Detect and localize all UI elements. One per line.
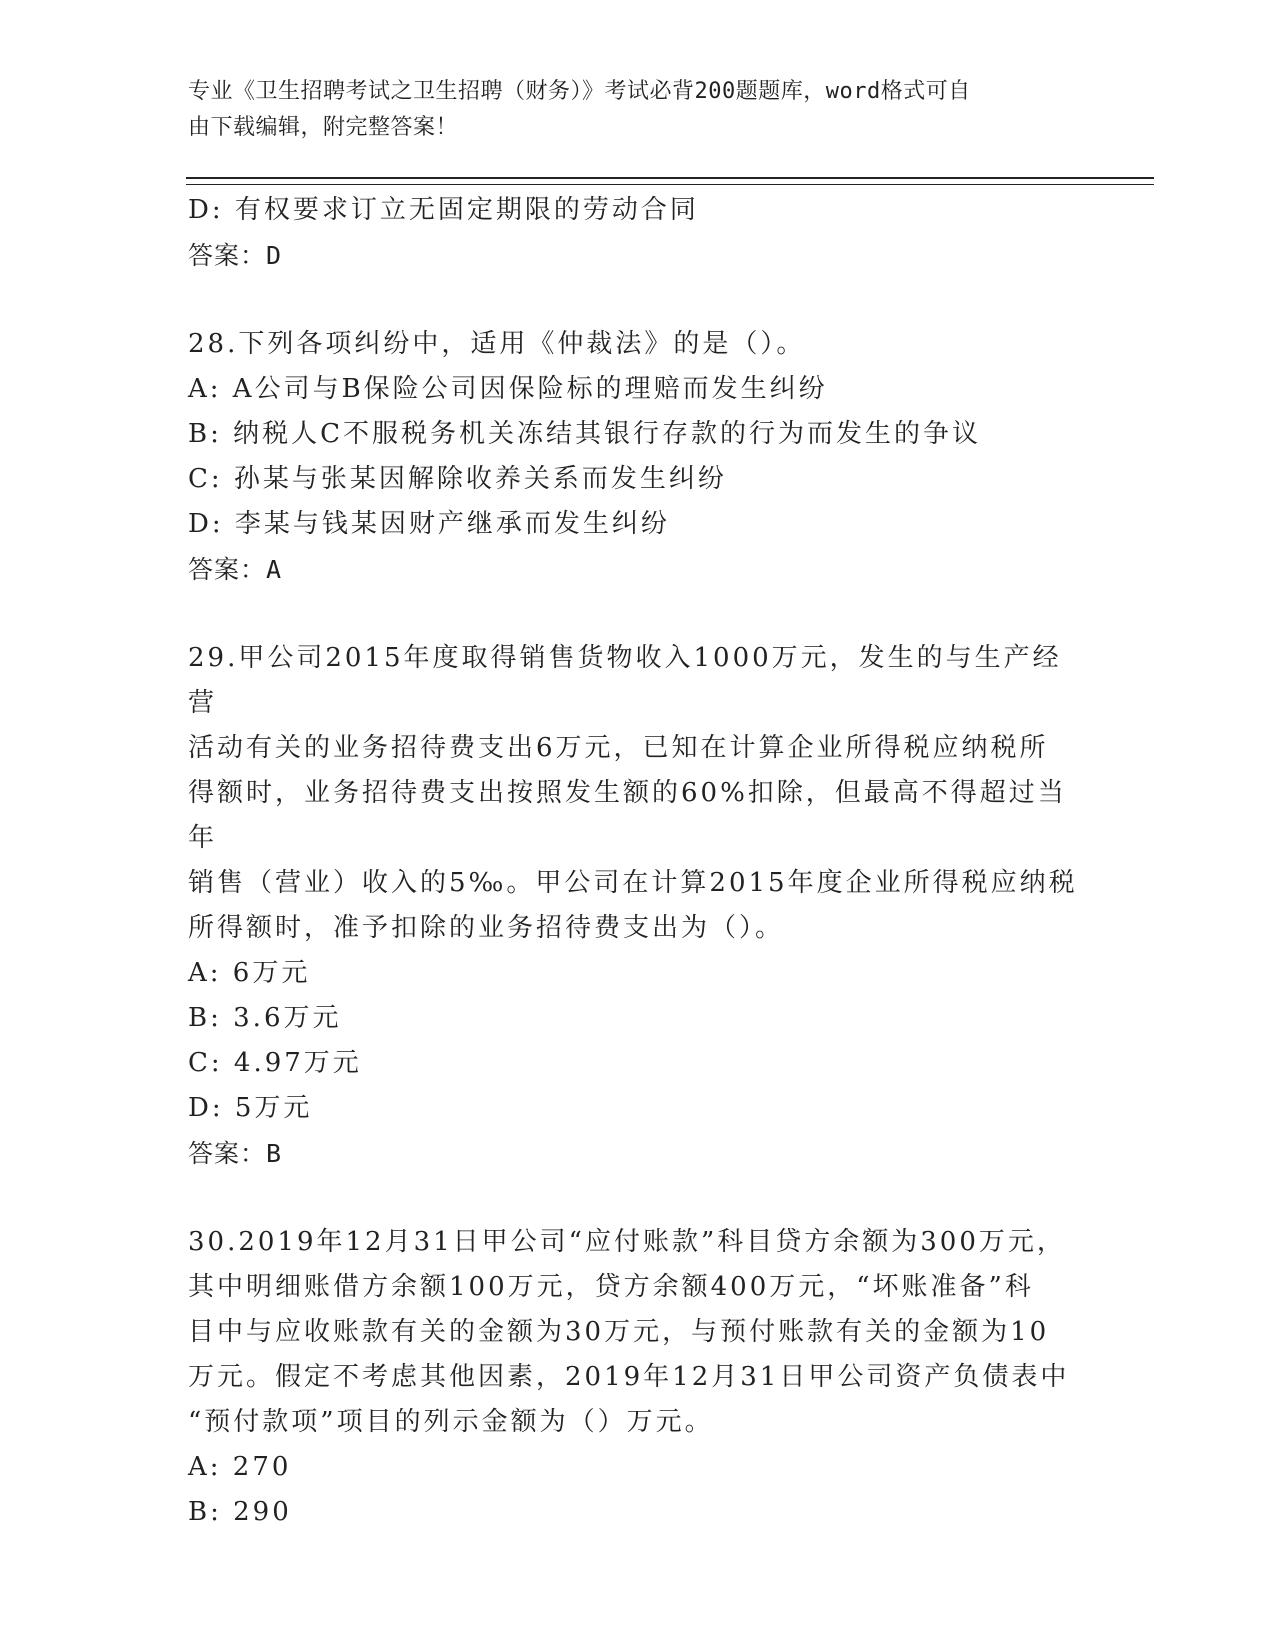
question-30 [188,1220,1088,1535]
question-stem-line: 得额时，业务招待费支出按照发生额的60%扣除，但最高不得超过当年 [188,778,1067,853]
question-stem: 28.下列各项纠纷中，适用《仲裁法》的是（）。 [188,329,806,359]
question-stem-line: 29.甲公司2015年度取得销售货物收入1000万元，发生的与生产经营 [188,643,1062,718]
question-stem-line: 万元。假定不考虑其他因素，2019年12月31日甲公司资产负债表中 [188,1362,1070,1392]
header-line-1: 专业《卫生招聘考试之卫生招聘（财务）》考试必背200题题库，word格式可自 [188,79,971,104]
question-stem-line: 其中明细账借方余额100万元，贷方余额400万元，“坏账准备”科 [188,1272,1034,1302]
answer-line: 答案：D [188,241,283,270]
option-a: A: A公司与B保险公司因保险标的理赔而发生纠纷 [188,374,828,404]
spacer [188,592,1088,636]
header-divider-thick [186,177,1154,179]
spacer [188,278,1088,322]
question-content [188,188,1088,1535]
option-d: D: 李某与钱某因财产继承而发生纠纷 [188,509,670,539]
option-b: B: 纳税人C不服税务机关冻结其银行存款的行为而发生的争议 [188,419,982,449]
question-29 [188,636,1088,1176]
option-a: A: 6万元 [188,958,311,988]
option-b: B: 3.6万元 [188,1003,342,1033]
header-divider-thin [186,184,1154,185]
option-d: D: 有权要求订立无固定期限的劳动合同 [188,195,699,225]
question-stem-line: 30.2019年12月31日甲公司“应付账款”科目贷方余额为300万元， [188,1227,1066,1257]
question-stem-line: 目中与应收账款有关的金额为30万元，与预付账款有关的金额为10 [188,1317,1050,1347]
question-stem-line: 所得额时，准予扣除的业务招待费支出为（）。 [188,913,785,943]
spacer [188,1176,1088,1220]
option-d: D: 5万元 [188,1093,313,1123]
option-c: C: 4.97万元 [188,1048,362,1078]
previous-question-tail [188,188,1088,278]
question-28 [188,322,1088,592]
answer-line: 答案：A [188,555,283,584]
answer-line: 答案：B [188,1139,283,1168]
document-header [188,74,1068,146]
question-stem-line: “预付款项”项目的列示金额为（）万元。 [188,1407,714,1437]
option-a: A: 270 [188,1452,292,1482]
option-c: C: 孙某与张某因解除收养关系而发生纠纷 [188,464,727,494]
question-stem-line: 活动有关的业务招待费支出6万元，已知在计算企业所得税应纳税所 [188,733,1049,763]
question-stem-line: 销售（营业）收入的5‰。甲公司在计算2015年度企业所得税应纳税 [188,868,1078,898]
option-b: B: 290 [188,1497,292,1527]
header-line-2: 由下载编辑，附完整答案！ [188,115,459,140]
